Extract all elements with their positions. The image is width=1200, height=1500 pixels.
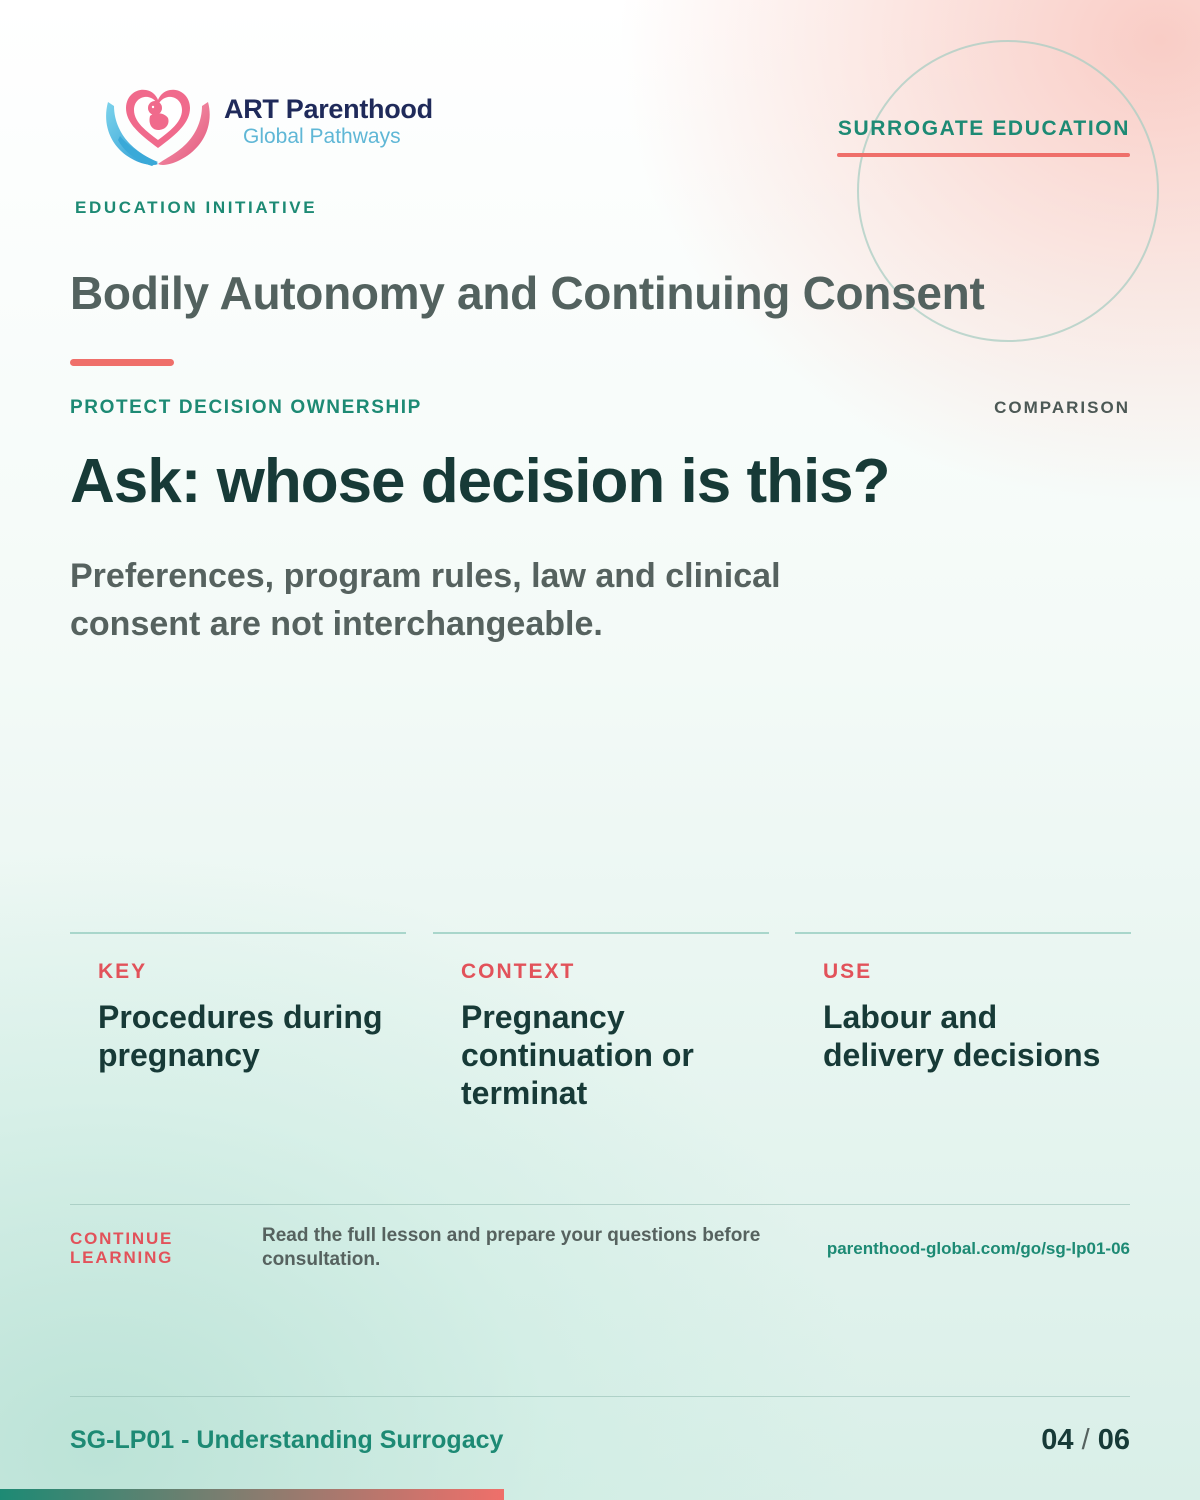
page-separator: /	[1081, 1424, 1090, 1456]
brand-name: ART Parenthood	[224, 94, 433, 124]
card-use	[795, 932, 1131, 1074]
page-total: 06	[1097, 1424, 1130, 1456]
brand-subtitle: Global Pathways	[243, 125, 401, 148]
category-tag: SURROGATE EDUCATION	[837, 117, 1130, 140]
section-kind: COMPARISON	[994, 398, 1130, 417]
course-name: SG-LP01 - Understanding Surrogacy	[70, 1426, 504, 1454]
progress-bar	[0, 1489, 504, 1500]
cta-label: CONTINUE LEARNING	[70, 1229, 174, 1267]
card-label: KEY	[98, 960, 148, 983]
divider	[70, 1204, 1130, 1205]
card-text: Labour and delivery decisions	[823, 999, 1101, 1073]
page-current: 04	[1041, 1424, 1074, 1456]
heart-hands-baby-icon	[100, 74, 216, 172]
card-text: Procedures during pregnancy	[98, 999, 383, 1073]
subheadline: Preferences, program rules, law and clinical consent are not interchangeable.	[70, 557, 781, 643]
page-title: Bodily Autonomy and Continuing Consent	[70, 267, 985, 319]
title-accent-bar	[70, 359, 174, 366]
headline: Ask: whose decision is this?	[70, 447, 890, 516]
divider	[70, 1396, 1130, 1397]
section-label: PROTECT DECISION OWNERSHIP	[70, 397, 422, 418]
page-counter	[1041, 1424, 1130, 1457]
card-label: USE	[823, 960, 873, 983]
initiative-label: EDUCATION INITIATIVE	[75, 198, 318, 217]
lesson-link[interactable]: parenthood-global.com/go/sg-lp01-06	[826, 1239, 1130, 1258]
card-label: CONTEXT	[461, 960, 576, 983]
category-tag-underline	[837, 153, 1130, 157]
cta-text: Read the full lesson and prepare your questions before consultation.	[262, 1225, 761, 1270]
card-key	[70, 932, 406, 1074]
card-context	[433, 932, 769, 1112]
card-text: Pregnancy continuation or terminat	[461, 999, 694, 1111]
